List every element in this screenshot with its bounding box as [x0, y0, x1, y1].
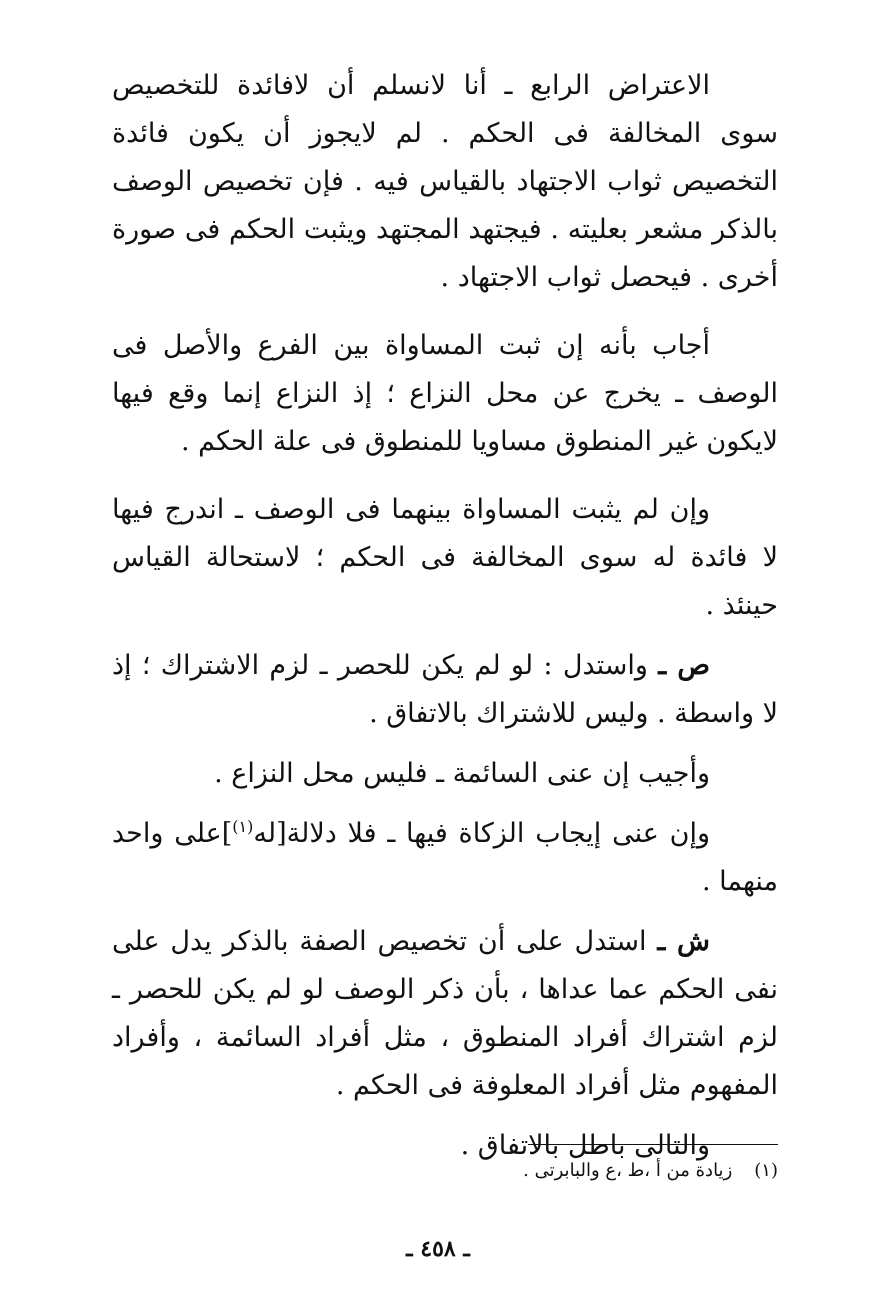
paragraph-if-not-equal: وإن لم يثبت المساواة بينهما فى الوصف ـ اندرج فيها لا فائدة له سوى المخالفة فى الحكم ؛ لاستحالة القياس حينئذ .	[112, 494, 778, 621]
paragraph-fourth-objection: الاعتراض الرابع ـ أنا لانسلم أن لافائدة للتخصيص سوى المخالفة فى الحكم . لم لايجوز أن يكون فائدة التخصيص ثواب الاجتهاد بالقياس فيه . فإن تخصيص الوصف بالذكر مشعر بعليته . فيجتهد المجتهد ويثبت الحكم فى صورة أخرى . فيحصل ثواب الاجتهاد .	[112, 70, 778, 293]
section-label-sad: ص ـ	[658, 650, 710, 681]
footnote	[523, 1158, 778, 1184]
paragraph-shin-text: استدل على أن تخصيص الصفة بالذكر يدل على نفى الحكم عما عداها ، بأن ذكر الوصف لو لم يكن للحصر ـ لزم اشتراك أفراد المنطوق ، مثل أفراد السائمة ، وأفراد المفهوم مثل أفراد المعلوفة فى الحكم .	[112, 926, 778, 1101]
paragraph-zakat-before: وإن عنى إيجاب الزكاة فيها ـ فلا دلالة[له	[253, 818, 710, 849]
paragraph-shin	[112, 918, 778, 1110]
footnote-marker: (١)	[232, 817, 254, 836]
section-label-shin: ش ـ	[657, 926, 710, 957]
footnote-number: (١)	[754, 1160, 778, 1181]
paragraph-sad	[112, 642, 778, 738]
main-text	[112, 62, 778, 1170]
paragraph-answer: أجاب بأنه إن ثبت المساواة بين الفرع والأصل فى الوصف ـ يخرج عن محل النزاع ؛ إذ النزاع إنما وقع فيها لايكون غير المنطوق مساويا للمنطوق فى علة الحكم .	[112, 330, 778, 457]
paragraph-reply-saima: وأجيب إن عنى السائمة ـ فليس محل النزاع .	[214, 758, 710, 789]
paragraph-consequent-false: والتالى باطل بالاتفاق .	[460, 1130, 710, 1161]
footnote-divider	[528, 1144, 778, 1145]
paragraph-zakat-after: ]على واحد منهما .	[112, 818, 778, 897]
paragraph-zakat	[112, 810, 778, 906]
paragraph-sad-text: واستدل : لو لم يكن للحصر ـ لزم الاشتراك ؛ إذ لا واسطة . وليس للاشتراك بالاتفاق .	[112, 650, 778, 729]
footnote-text: زيادة من أ ،ط ،ع والبابرتى .	[523, 1160, 733, 1181]
page-number: ـ ٤٥٨ ـ	[406, 1236, 470, 1262]
